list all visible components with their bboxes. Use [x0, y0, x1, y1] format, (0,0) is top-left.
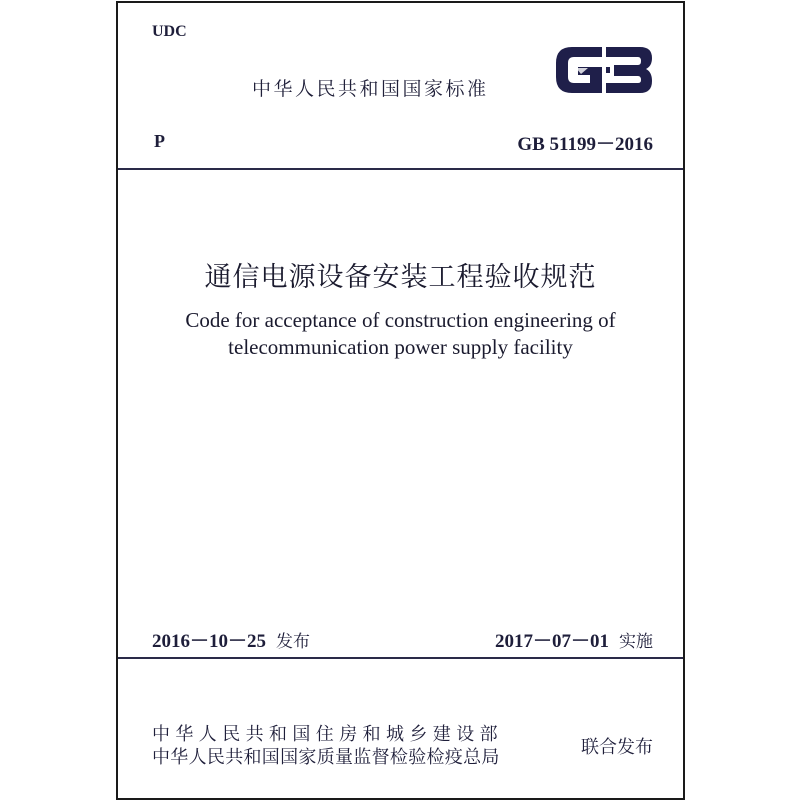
udc-label: UDC — [152, 23, 187, 40]
gb-logo-icon — [550, 41, 658, 99]
title-chinese: 通信电源设备安装工程验收规范 — [204, 262, 597, 293]
effective-date: 2017－07－01 — [494, 631, 609, 652]
title-english: Code for acceptance of construction engineering of telecommunication power supply facility — [185, 308, 616, 359]
effective-date-line — [495, 626, 653, 653]
publisher-org-2: 中华人民共和国国家质量监督检验检疫总局 — [152, 747, 500, 768]
classification-code: P — [154, 131, 165, 151]
issue-date: 2016－10－25 — [152, 631, 267, 652]
joint-publish-label: 联合发布 — [581, 737, 653, 758]
publisher-org-1: 中华人民共和国住房和城乡建设部 — [152, 724, 503, 745]
standard-type: 中华人民共和国国家标准 — [252, 78, 489, 100]
standard-number: GB 51199－2016 — [517, 134, 653, 155]
issue-date-line — [152, 626, 310, 653]
book-cover — [116, 1, 685, 800]
top-divider — [118, 168, 683, 170]
issue-label: 发布 — [276, 632, 311, 652]
effective-label: 实施 — [619, 632, 653, 652]
bottom-divider — [118, 657, 683, 659]
